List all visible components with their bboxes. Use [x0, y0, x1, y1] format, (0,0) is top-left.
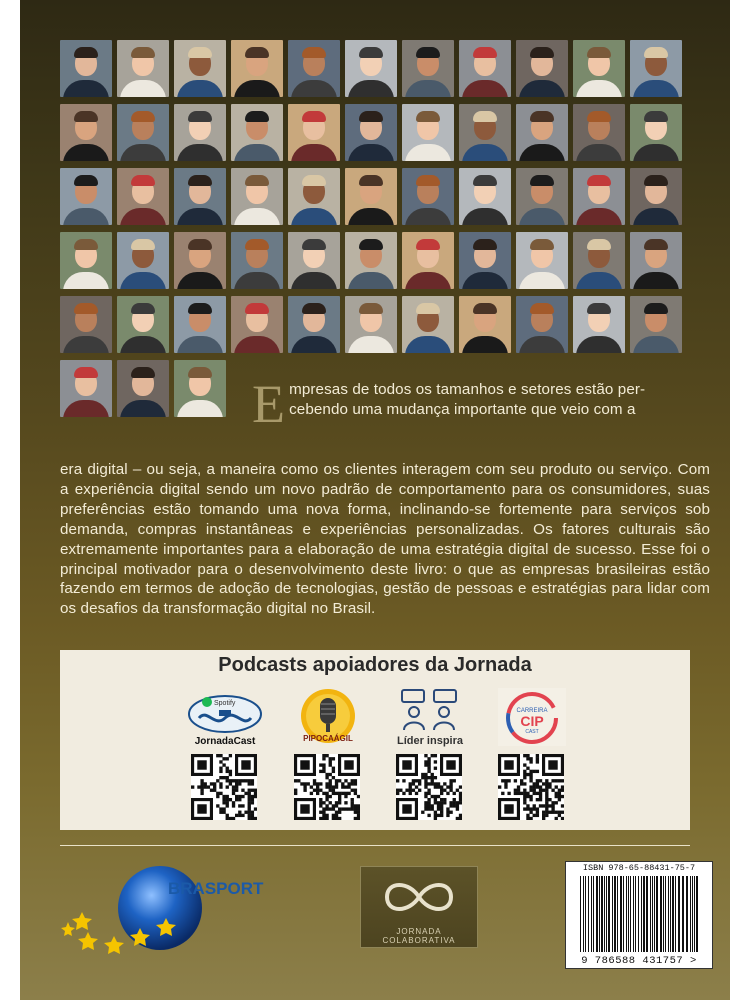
author-photo: [459, 232, 511, 289]
qr-code-lider-inspira[interactable]: [396, 754, 462, 820]
author-photo: [630, 296, 682, 353]
book-blurb-continued: era digital – ou seja, a maneira como os clientes interagem com seu produto ou serviço. Com a experiência digital sendo um novo padrão de comportamento para os consumidores, suas preferências estão tomando uma nova forma, inclinando-se fortemente para serviços sob demanda, compras instantâneas e experiências personalizadas. Os fatores culturais são extremamente importantes para a elaboração de uma estratégia digital de sucesso. Esse foi o principal motivador para o desenvolvimento deste livro: o que as empresas brasileiras estão fazendo em termos de adoção de tecnologias, gestão de pessoas e estratégias para lidar com os desafios da transformação digital no Brasil.: [60, 461, 710, 618]
author-photo: [402, 296, 454, 353]
svg-text:CIP: CIP: [520, 713, 544, 729]
qr-code-carreira-cip[interactable]: [498, 754, 564, 820]
author-photo: [60, 360, 112, 417]
author-photo: [573, 168, 625, 225]
author-photo: [573, 40, 625, 97]
spotify-label: Spotify: [214, 700, 236, 707]
author-photo: [516, 232, 568, 289]
author-photo-grid: [60, 40, 690, 434]
author-photo: [231, 40, 283, 97]
author-photo: [402, 104, 454, 161]
jornadacast-label: JornadaCast: [194, 736, 256, 747]
pipocaagil-label: PIPOCAÁGIL: [303, 734, 353, 743]
divider: [60, 845, 690, 846]
author-photo: [117, 168, 169, 225]
barcode-icon: [566, 862, 712, 968]
microphone-logo-icon: [288, 688, 368, 748]
author-photo: [516, 168, 568, 225]
author-photo: [174, 168, 226, 225]
author-photo: [402, 232, 454, 289]
author-photo: [516, 104, 568, 161]
author-photo: [516, 296, 568, 353]
podcast-carreira-cip: [482, 688, 582, 828]
author-photo: [630, 232, 682, 289]
author-photo: [630, 40, 682, 97]
book-blurb: [252, 374, 710, 434]
author-photo: [288, 296, 340, 353]
author-photo: [60, 40, 112, 97]
author-photo: [231, 296, 283, 353]
author-photo: [288, 232, 340, 289]
qr-code-jornadacast[interactable]: [191, 754, 257, 820]
author-photo: [174, 296, 226, 353]
blurb-line-1: mpresas de todos os tamanhos e setores estão per-: [289, 381, 646, 398]
blurb-line-2: cebendo uma mudança importante que veio com a: [289, 400, 636, 418]
infinity-icon: [361, 867, 477, 927]
blurb-dropcap: E: [252, 374, 286, 434]
carreira-cip-logo-icon: [492, 688, 572, 748]
podcast-lider-inspira: [380, 688, 480, 828]
podcasts-title: Podcasts apoiadores da Jornada: [218, 654, 532, 676]
author-photo: [60, 104, 112, 161]
author-photo: [345, 40, 397, 97]
publisher-name: BRASPORT: [168, 879, 264, 898]
brasport-logo: [40, 860, 310, 970]
podcasts-panel: [60, 650, 690, 830]
author-photo: [174, 232, 226, 289]
jornada-label: JORNADA COLABORATIVA: [382, 927, 456, 945]
author-photo: [288, 104, 340, 161]
author-photo: [459, 296, 511, 353]
author-photo: [288, 168, 340, 225]
author-photo: [117, 104, 169, 161]
author-photo: [345, 104, 397, 161]
author-photo: [345, 232, 397, 289]
author-photo: [630, 168, 682, 225]
author-photo: [174, 104, 226, 161]
svg-text:CARREIRA: CARREIRA: [516, 708, 548, 714]
author-photo: [117, 296, 169, 353]
podcast-jornadacast: [175, 688, 275, 828]
author-photo: [288, 40, 340, 97]
author-photo: [174, 40, 226, 97]
back-cover: [20, 0, 730, 1000]
author-photo: [174, 360, 226, 417]
barcode-digits: 9 786588 431757 >: [581, 955, 697, 967]
author-photo: [573, 104, 625, 161]
author-photo: [402, 40, 454, 97]
author-photo: [516, 40, 568, 97]
svg-text:CAST: CAST: [525, 729, 539, 735]
author-photo: [231, 232, 283, 289]
author-photo: [402, 168, 454, 225]
jornadacast-logo-icon: [185, 688, 265, 748]
lider-inspira-label: Líder inspira: [396, 735, 464, 747]
author-photo: [117, 360, 169, 417]
author-photo: [345, 296, 397, 353]
author-photo: [60, 296, 112, 353]
author-photo: [60, 168, 112, 225]
author-photo: [117, 232, 169, 289]
jornada-colaborativa-logo: [360, 866, 478, 948]
podcast-pipocaagil: [278, 688, 378, 828]
isbn-text: ISBN 978-65-88431-75-7: [582, 863, 696, 873]
isbn-barcode: [565, 861, 713, 969]
author-photo: [459, 104, 511, 161]
author-photo: [459, 168, 511, 225]
author-photo: [459, 40, 511, 97]
author-photo: [117, 40, 169, 97]
author-photo: [573, 232, 625, 289]
people-chat-logo-icon: [390, 688, 470, 748]
qr-code-pipocaagil[interactable]: [294, 754, 360, 820]
author-photo: [345, 168, 397, 225]
author-photo: [573, 296, 625, 353]
author-photo: [60, 232, 112, 289]
author-photo: [630, 104, 682, 161]
author-photo: [231, 104, 283, 161]
author-photo: [231, 168, 283, 225]
